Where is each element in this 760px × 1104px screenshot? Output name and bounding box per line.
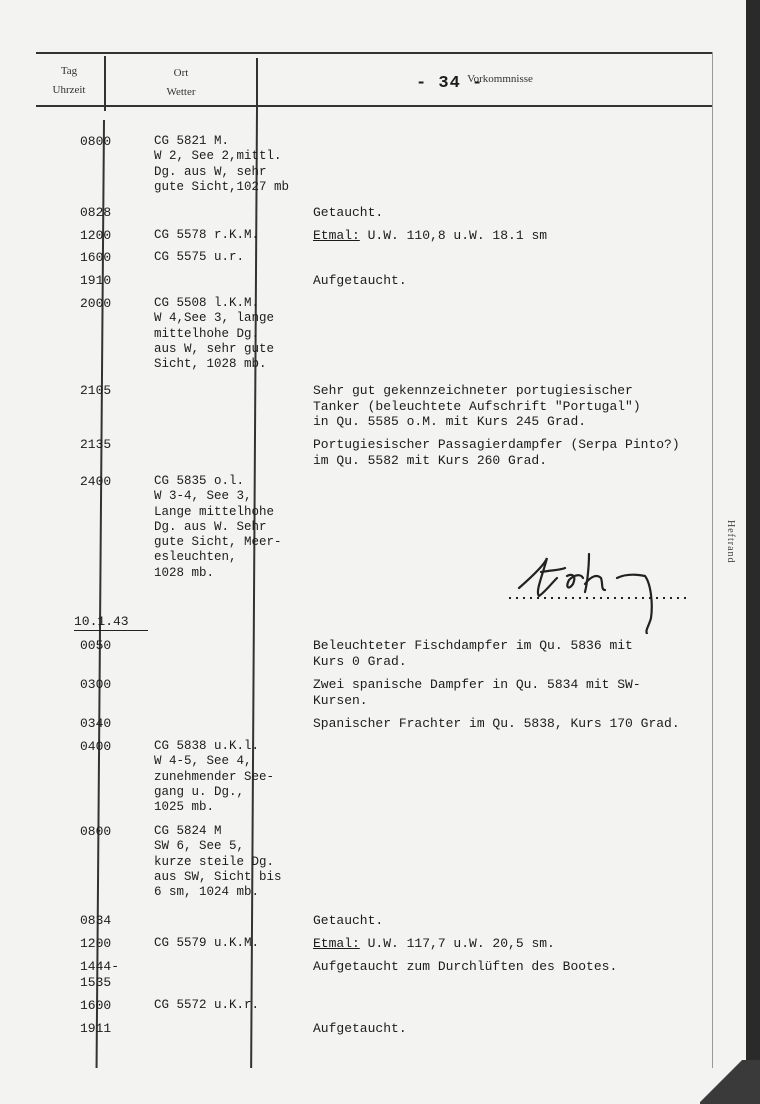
entry-time: 1911 <box>80 1021 112 1036</box>
entry-time: 1600 <box>80 250 112 265</box>
column-divider-2-body <box>250 108 257 1068</box>
entry-position-weather: CG 5579 u.K.M. <box>154 936 260 950</box>
header-place-weather <box>106 64 256 102</box>
header-time-label: Uhrzeit <box>52 84 86 96</box>
etmal-label: Etmal: <box>313 936 360 951</box>
entry-time: 0300 <box>80 677 112 692</box>
margin-label: Heftrand <box>725 520 736 564</box>
entry-time: 1600 <box>80 998 112 1013</box>
page-number: - 34 - <box>416 74 484 93</box>
entry-time: 0834 <box>80 913 112 928</box>
event-text: Portugiesischer Passagierdampfer (Serpa Pinto?) im Qu. 5582 mit Kurs 260 Grad. <box>313 437 680 468</box>
event-text: U.W. 110,8 u.W. 18.1 sm <box>359 228 548 243</box>
entry-event <box>313 437 680 468</box>
header-top-rule <box>36 52 712 54</box>
entry-position-weather: CG 5572 u.K.r. <box>154 998 260 1012</box>
date-heading: 10.1.43 <box>74 614 148 631</box>
entry-time: 0340 <box>80 716 112 731</box>
entry-time: 0828 <box>80 205 112 220</box>
scan-page-edge <box>746 0 760 1104</box>
entry-event <box>313 228 547 244</box>
signature-mark <box>505 544 695 634</box>
header-bottom-rule <box>36 105 712 107</box>
entry-position-weather: CG 5508 l.K.M. W 4,See 3, lange mittelhohe Dg. aus W, sehr gute Sicht, 1028 mb. <box>154 296 275 372</box>
entry-position-weather: CG 5821 M. W 2, See 2,mittl. Dg. aus W, sehr gute Sicht,1027 mb <box>154 134 290 194</box>
header-weather-label: Wetter <box>166 86 196 98</box>
entry-position-weather: CG 5578 r.K.M. <box>154 228 260 242</box>
entry-position-weather: CG 5838 u.K.l. W 4-5, See 4, zunehmender See- gang u. Dg., 1025 mb. <box>154 739 275 815</box>
entry-time: 1200 <box>80 228 112 243</box>
event-text: Zwei spanische Dampfer in Qu. 5834 mit SW- Kursen. <box>313 677 641 708</box>
entry-event <box>313 913 383 929</box>
entry-event <box>313 959 617 975</box>
event-text: U.W. 117,7 u.W. 20,5 sm. <box>359 936 555 951</box>
entry-time: 2135 <box>80 437 112 452</box>
scan-page-corner <box>700 1060 760 1104</box>
right-margin-rule <box>712 52 713 1068</box>
etmal-label: Etmal: <box>313 228 360 243</box>
entry-event <box>313 638 633 669</box>
header-day-time <box>36 62 102 100</box>
entry-time: 1444- 1535 <box>80 959 120 990</box>
entry-event <box>313 716 680 732</box>
entry-event <box>313 383 641 430</box>
event-text: Spanischer Frachter im Qu. 5838, Kurs 170 Grad. <box>313 716 680 731</box>
entry-time: 2400 <box>80 474 112 489</box>
entry-time: 0050 <box>80 638 112 653</box>
entry-event <box>313 1021 407 1037</box>
event-text: Beleuchteter Fischdampfer im Qu. 5836 mit Kurs 0 Grad. <box>313 638 633 669</box>
header-events-label: Vorkommnisse <box>467 73 533 85</box>
event-text: Aufgetaucht. <box>313 1021 407 1036</box>
entry-time: 1910 <box>80 273 112 288</box>
entry-time: 2105 <box>80 383 112 398</box>
event-text: Getaucht. <box>313 205 384 220</box>
entry-position-weather: CG 5575 u.r. <box>154 250 245 264</box>
event-text: Sehr gut gekennzeichneter portugiesischer Tanker (beleuchtete Aufschrift "Portugal") in Qu. 5585 o.M. mit Kurs 245 Grad. <box>313 383 641 430</box>
event-text: Aufgetaucht. <box>313 273 407 288</box>
event-text: Aufgetaucht zum Durchlüften des Bootes. <box>313 959 618 974</box>
header-place-label: Ort <box>173 67 189 79</box>
entry-position-weather: CG 5824 M SW 6, See 5, kurze steile Dg. aus SW, Sicht bis 6 sm, 1024 mb. <box>154 824 282 900</box>
entry-time: 2000 <box>80 296 112 311</box>
column-divider-2 <box>256 58 258 108</box>
entry-event <box>313 677 641 708</box>
entry-event <box>313 936 555 952</box>
entry-event <box>313 273 407 289</box>
header-day-label: Tag <box>60 65 78 77</box>
entry-position-weather: CG 5835 o.l. W 3-4, See 3, Lange mittelhohe Dg. aus W. Sehr gute Sicht, Meer- esleuchten, 1028 mb. <box>154 474 282 580</box>
entry-event <box>313 205 383 221</box>
event-text: Getaucht. <box>313 913 384 928</box>
entry-time: 0800 <box>80 824 112 839</box>
entry-time: 0400 <box>80 739 112 754</box>
entry-time: 0800 <box>80 134 112 149</box>
entry-time: 1200 <box>80 936 112 951</box>
